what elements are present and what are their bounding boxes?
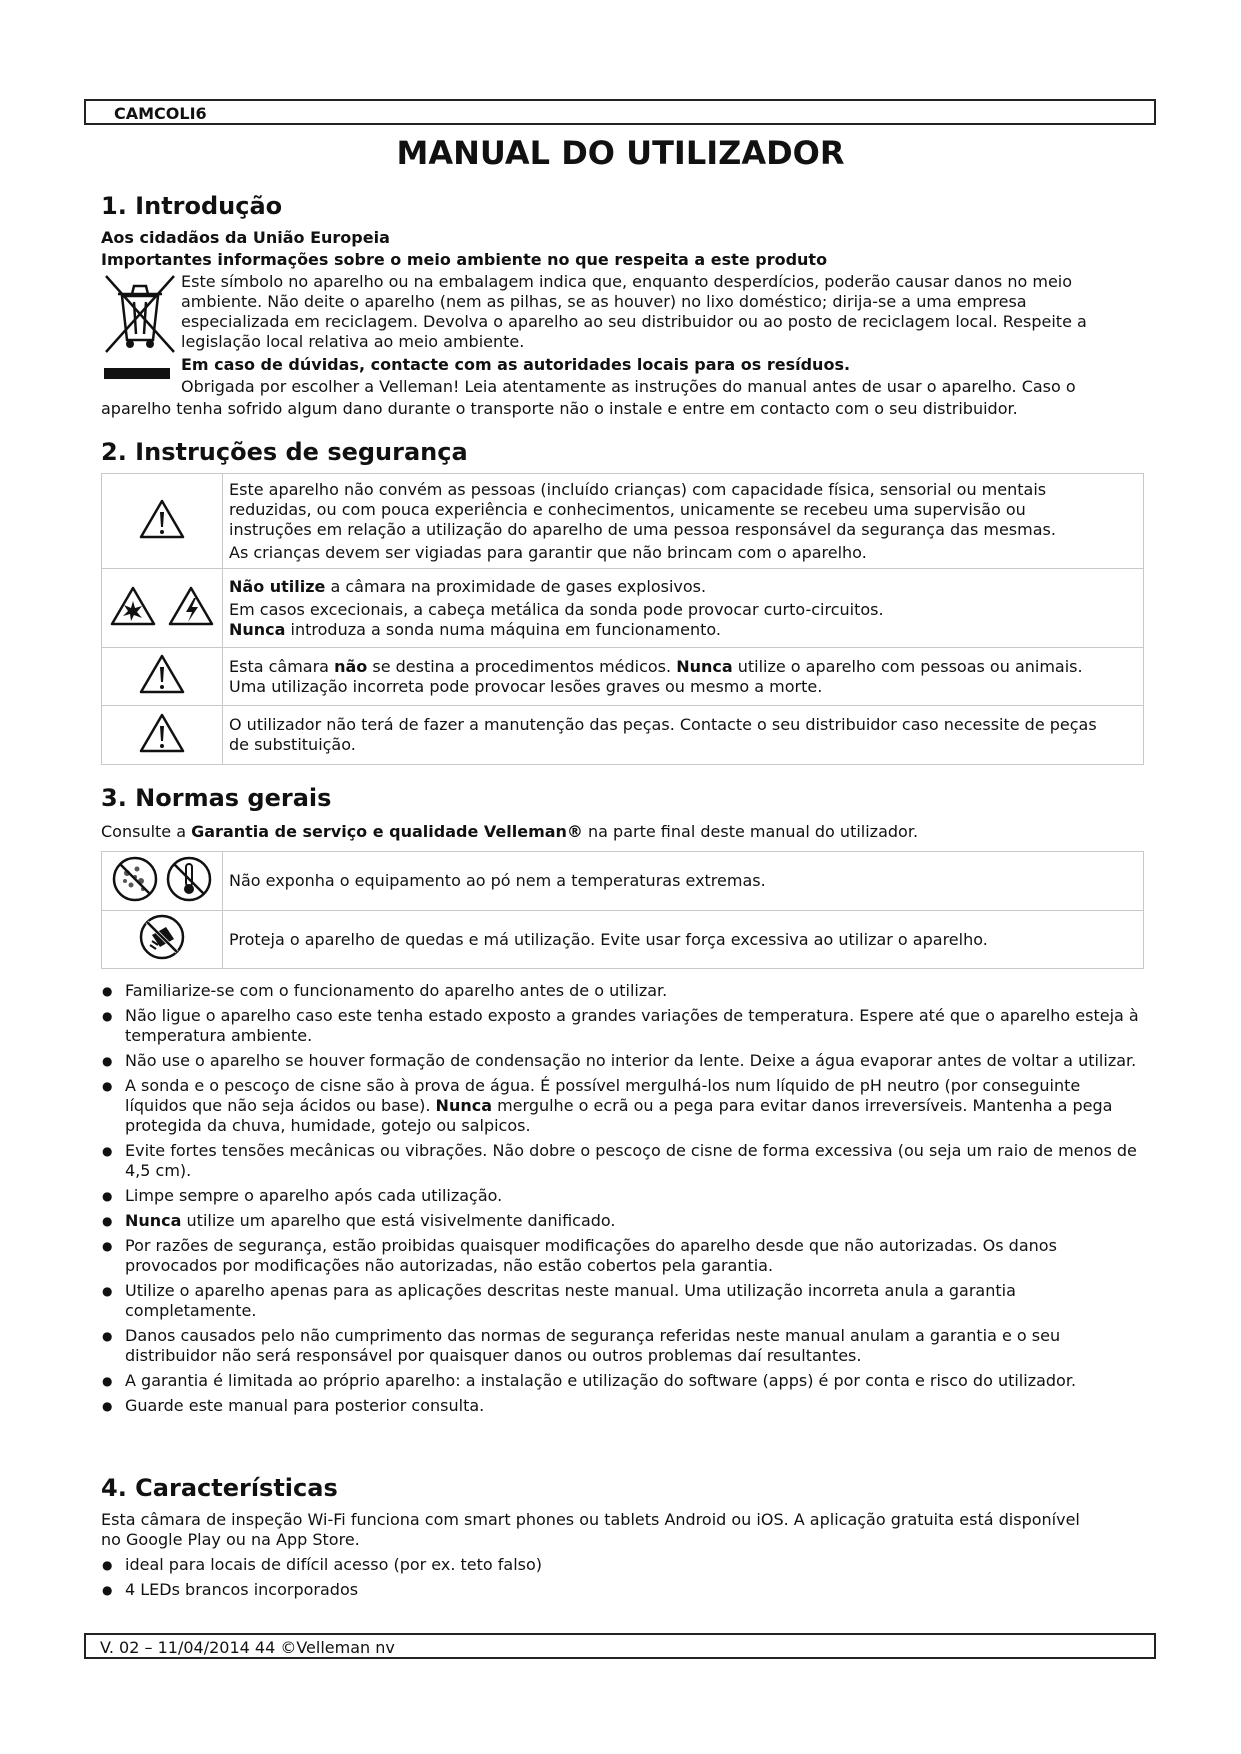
page-title: MANUAL DO UTILIZADOR — [396, 134, 845, 172]
safety-3-not: não — [334, 656, 368, 676]
safety-text-cell — [223, 648, 1144, 706]
list-item: ● Utilize o aparelho apenas para as aplicações descritas neste manual. Uma utilização incorreta anula a garantia completamente. — [101, 1281, 1146, 1321]
weee-line-4: legislação local relativa ao meio ambiente. — [181, 332, 525, 351]
list-item: ● Não ligue o aparelho caso este tenha estado exposto a grandes variações de temperatura. Espere até que o aparelho esteja à temperatura ambiente. — [101, 1006, 1146, 1046]
weee-line-1: Este símbolo no aparelho ou na embalagem indica que, enquanto desperdícios, poderão causar danos no meio — [181, 272, 1073, 291]
section-heading-normas: 3. Normas gerais — [101, 784, 332, 812]
waterproof-never: Nunca — [435, 1096, 492, 1115]
list-item: ● Por razões de segurança, estão proibidas quaisquer modificações do aparelho desde que não autorizadas. Os danos provocados por modificações não autorizadas, não estão cobertos pela garantia. — [101, 1236, 1146, 1276]
safety-3-never: Nunca — [676, 656, 733, 676]
do-not-use-label: Não utilize — [229, 576, 326, 596]
waterproof-text-a: A sonda e o pescoço de cisne são à prova de água. É possível mergulhá-los num líquido de pH neutro (por conseguinte líquidos que não seja ácidos ou base). — [125, 1076, 1081, 1115]
safety-4-line-1: O utilizador não terá de fazer a manutenção das peças. Contacte o seu distribuidor caso necessite de peças — [229, 715, 1097, 734]
never-label: Nunca — [229, 619, 286, 639]
features-list — [101, 1555, 1146, 1605]
environment-info-label: Importantes informações sobre o meio ambiente no que respeita a este produto — [101, 250, 828, 269]
norms-row — [102, 852, 1144, 911]
weee-black-bar — [104, 368, 170, 379]
list-item: ● 4 LEDs brancos incorporados — [101, 1580, 1146, 1600]
electric-shock-icon — [167, 585, 215, 627]
safety-1-line-4: As crianças devem ser vigiadas para garantir que não brincam com o aparelho. — [229, 542, 867, 562]
safety-4-line-2: de substituição. — [229, 735, 356, 754]
norms-text-cell: Proteja o aparelho de quedas e má utilização. Evite usar força excessiva ao utilizar o aparelho. — [223, 911, 1144, 969]
model-code: CAMCOLI6 — [114, 104, 207, 123]
section-heading-introducao: 1. Introdução — [101, 192, 283, 220]
warning-icon — [138, 498, 186, 540]
list-item: ● A garantia é limitada ao próprio aparelho: a instalação e utilização do software (apps) é por conta e risco do utilizador. — [101, 1371, 1146, 1391]
weee-bin-icon — [100, 272, 178, 356]
section-heading-seguranca: 2. Instruções de segurança — [101, 438, 468, 466]
safety-table — [101, 473, 1144, 765]
safety-icon-cell — [102, 706, 223, 765]
header-box — [84, 99, 1156, 125]
section-heading-caracteristicas: 4. Características — [101, 1474, 338, 1502]
safety-2-line-2: Em casos excecionais, a cabeça metálica da sonda pode provocar curto-circuitos. — [229, 599, 884, 619]
footer-box — [84, 1633, 1156, 1659]
safety-1-line-2: reduzidas, ou com pouca experiência e conhecimentos, unicamente se recebeu uma supervisão ou — [229, 499, 1026, 519]
thanks-line-1: Obrigada por escolher a Velleman! Leia atentamente as instruções do manual antes de usar o aparelho. Caso o — [181, 377, 1076, 396]
safety-icon-cell — [102, 569, 223, 648]
safety-2-line-1: a câmara na proximidade de gases explosivos. — [325, 576, 707, 596]
norms-icon-cell — [102, 911, 223, 969]
safety-text-cell — [223, 474, 1144, 569]
warning-icon — [138, 653, 186, 695]
safety-2-line-3: introduza a sonda numa máquina em funcionamento. — [285, 619, 721, 639]
safety-1-line-3: instruções em relação a utilização do aparelho de uma pessoa responsável da segurança das mesmas. — [229, 519, 1056, 539]
damaged-text: utilize um aparelho que está visivelmente danificado. — [181, 1211, 616, 1230]
damaged-never: Nunca — [125, 1211, 182, 1230]
norms-row — [102, 911, 1144, 969]
warning-icon — [138, 712, 186, 754]
no-extreme-temperature-icon — [165, 855, 213, 903]
eu-citizens-label: Aos cidadãos da União Europeia — [101, 228, 390, 247]
safety-row — [102, 569, 1144, 648]
safety-3-part-a: Esta câmara — [229, 656, 335, 676]
safety-3-part-c: se destina a procedimentos médicos. — [367, 656, 677, 676]
safety-text-cell — [223, 569, 1144, 648]
safety-1-line-1: Este aparelho não convém as pessoas (incluído crianças) com capacidade física, sensorial ou mentais — [229, 479, 1047, 499]
safety-row — [102, 474, 1144, 569]
norms-text-cell: Não exponha o equipamento ao pó nem a temperaturas extremas. — [223, 852, 1144, 911]
safety-3-line-2: Uma utilização incorreta pode provocar lesões graves ou mesmo a morte. — [229, 676, 823, 696]
list-item: ● Danos causados pelo não cumprimento das normas de segurança referidas neste manual anulam a garantia e o seu distribuidor não será responsável por quaisquer danos ou outros problemas daí resultantes. — [101, 1326, 1146, 1366]
waterproof-text-c: mergulhe o ecrã ou a pega para evitar danos irreversíveis. Mantenha a pega protegida da chuva, humidade, gotejo ou salpicos. — [125, 1096, 1113, 1135]
no-drop-icon — [138, 913, 186, 961]
no-dust-icon — [111, 855, 159, 903]
weee-line-2: ambiente. Não deite o aparelho (nem as pilhas, se as houver) no lixo doméstico; dirija-se a uma empresa — [181, 292, 1027, 311]
warranty-ref-a: Consulte a — [101, 822, 192, 841]
features-intro-line-1: Esta câmara de inspeção Wi-Fi funciona com smart phones ou tablets Android ou iOS. A aplicação gratuita está disponível — [101, 1510, 1080, 1529]
general-norms-table — [101, 851, 1144, 969]
safety-icon-cell — [102, 648, 223, 706]
explosive-icon — [109, 585, 157, 627]
warranty-ref-bold: Garantia de serviço e qualidade Velleman® — [191, 822, 583, 841]
thanks-line-2: aparelho tenha sofrido algum dano durante o transporte não o instale e entre em contacto com o seu distribuidor. — [101, 399, 1018, 418]
safety-row — [102, 648, 1144, 706]
list-item — [101, 1076, 1146, 1136]
list-item: ● Guarde este manual para posterior consulta. — [101, 1396, 1146, 1416]
warranty-ref-c: na parte final deste manual do utilizador. — [582, 822, 919, 841]
safety-icon-cell — [102, 474, 223, 569]
safety-row — [102, 706, 1144, 765]
features-intro-line-2: no Google Play ou na App Store. — [101, 1530, 360, 1549]
list-item: ● Evite fortes tensões mecânicas ou vibrações. Não dobre o pescoço de cisne de forma excessiva (ou seja um raio de menos de 4,5 cm). — [101, 1141, 1146, 1181]
warranty-reference — [101, 822, 918, 842]
weee-line-3: especializada em reciclagem. Devolva o aparelho ao seu distribuidor ou ao posto de reciclagem local. Respeite a — [181, 312, 1087, 331]
list-item: ● Familiarize-se com o funcionamento do aparelho antes de o utilizar. — [101, 981, 1146, 1001]
list-item: ● Não use o aparelho se houver formação de condensação no interior da lente. Deixe a água evaporar antes de voltar a utilizar. — [101, 1051, 1146, 1071]
doubt-note: Em caso de dúvidas, contacte com as autoridades locais para os resíduos. — [181, 355, 851, 374]
list-item: ● ideal para locais de difícil acesso (por ex. teto falso) — [101, 1555, 1146, 1575]
footer-version: V. 02 – 11/04/2014 44 ©Velleman nv — [100, 1638, 395, 1657]
list-item: ● Limpe sempre o aparelho após cada utilização. — [101, 1186, 1146, 1206]
norms-icon-cell — [102, 852, 223, 911]
list-item — [101, 1211, 1146, 1231]
safety-text-cell — [223, 706, 1144, 765]
general-norms-list — [101, 981, 1146, 1421]
safety-3-part-e: utilize o aparelho com pessoas ou animais. — [732, 656, 1083, 676]
